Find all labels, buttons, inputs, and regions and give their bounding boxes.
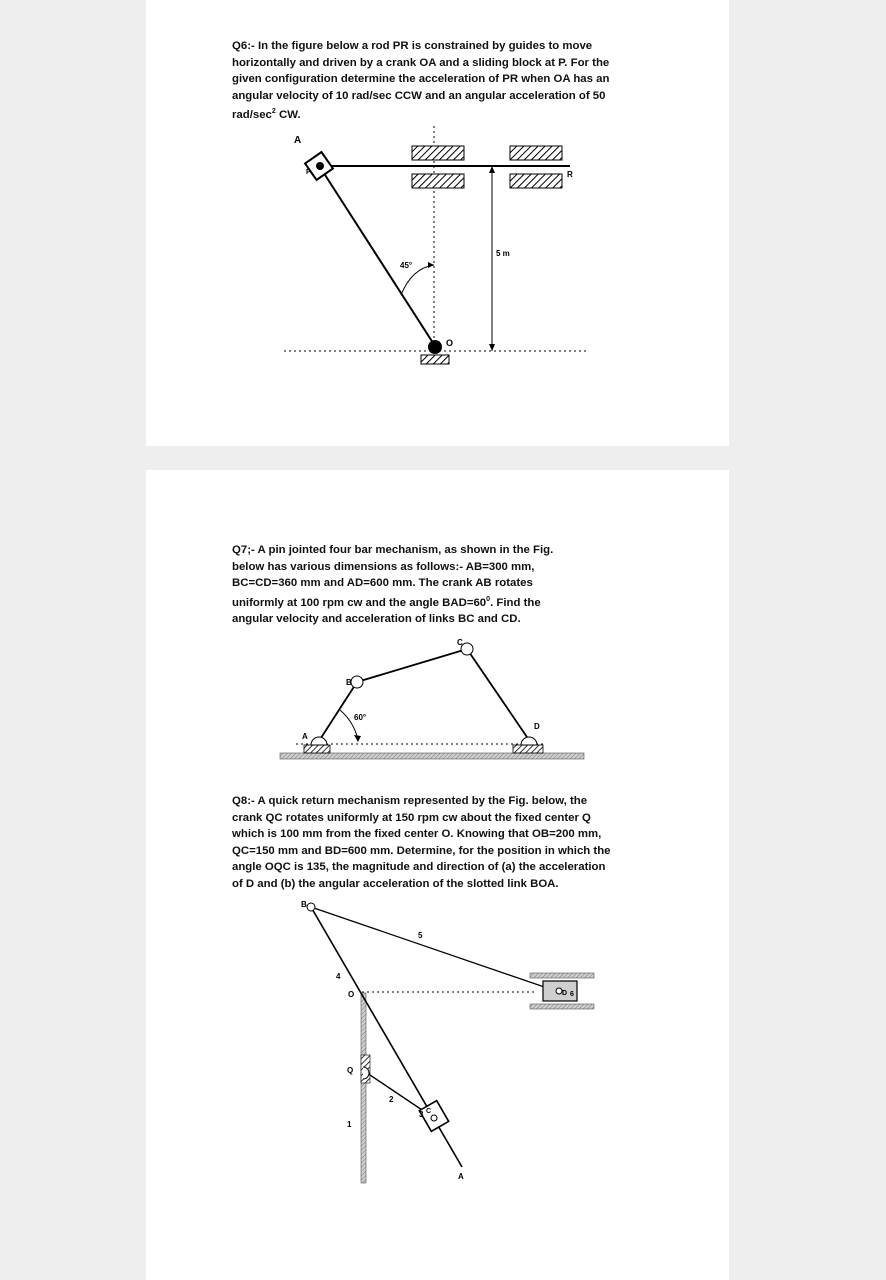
q6-line: Q6:- In the figure below a rod PR is constrained by guides to move bbox=[232, 40, 593, 52]
q8-figure bbox=[301, 900, 594, 1183]
arrow-head bbox=[428, 262, 434, 268]
label-link-5: 5 bbox=[418, 931, 423, 940]
label-o: O bbox=[446, 338, 454, 348]
label-o: O bbox=[348, 990, 355, 999]
q6-line: horizontally and driven by a crank OA and a sliding block at P. For the bbox=[232, 56, 610, 69]
guide-block bbox=[510, 174, 562, 188]
guide-block bbox=[412, 174, 464, 188]
link-bd bbox=[311, 907, 556, 991]
label-a: A bbox=[294, 135, 302, 146]
label-link-2: 2 bbox=[389, 1095, 394, 1104]
link-cd bbox=[467, 649, 529, 740]
q7-line: BC=CD=360 mm and AD=600 mm. The crank AB rotates bbox=[232, 577, 533, 589]
q6-line: rad/$\sec^2$ CW. bbox=[232, 108, 301, 121]
label-r: R bbox=[567, 170, 573, 179]
q7-line: angular velocity and acceleration of links BC and CD. bbox=[232, 612, 521, 625]
guide-block bbox=[412, 146, 464, 160]
q6-line: angular velocity of 10 rad/sec CCW and an angular acceleration of 50 bbox=[232, 89, 606, 102]
q8-line: Q8:- A quick return mechanism represented by the Fig. below, the bbox=[232, 795, 588, 807]
q7-line: below has various dimensions as follows:- AB=300 mm, bbox=[232, 560, 535, 573]
label-link-1: 1 bbox=[347, 1120, 352, 1129]
arrow-head bbox=[489, 166, 495, 173]
q6-figure bbox=[146, 0, 729, 446]
label-link-6: 6 bbox=[570, 991, 574, 998]
document-page-2 bbox=[146, 470, 729, 1280]
label-c: C bbox=[457, 638, 463, 647]
pin-p bbox=[316, 162, 324, 170]
link-bc bbox=[357, 649, 467, 682]
label-angle: 45° bbox=[400, 261, 413, 270]
label-angle: 60° bbox=[354, 713, 367, 722]
guide-bottom bbox=[530, 1004, 594, 1009]
frame-1 bbox=[361, 993, 366, 1183]
document-page-1 bbox=[146, 0, 729, 446]
label-link-4: 4 bbox=[336, 972, 341, 981]
label-link-3: 3 bbox=[419, 1110, 424, 1119]
label-q: Q bbox=[347, 1066, 354, 1075]
label-d: D bbox=[534, 722, 540, 731]
pivot-o bbox=[428, 340, 442, 354]
pin-c bbox=[461, 643, 473, 655]
label-d: D bbox=[562, 990, 568, 997]
ground-bar bbox=[280, 753, 584, 759]
label-c: C bbox=[426, 1108, 432, 1115]
label-a: A bbox=[458, 1172, 464, 1181]
label-p: P bbox=[306, 169, 311, 176]
crank-oa bbox=[318, 164, 435, 346]
q7-figure bbox=[146, 470, 729, 1280]
pin-a bbox=[311, 737, 327, 745]
link-ab bbox=[319, 682, 357, 741]
arrow-head bbox=[354, 735, 361, 742]
q8-line: angle OQC is 135, the magnitude and direction of (a) the acceleration bbox=[232, 861, 606, 873]
support-d bbox=[513, 745, 543, 753]
label-dimension: 5 m bbox=[496, 249, 510, 258]
q7-line: Q7;- A pin jointed four bar mechanism, as shown in the Fig. bbox=[232, 544, 554, 556]
ground-support bbox=[421, 355, 449, 364]
support-a bbox=[304, 745, 330, 753]
pin-d bbox=[521, 737, 537, 745]
label-b: B bbox=[346, 678, 352, 687]
q8-line: crank QC rotates uniformly at 150 rpm cw about the fixed center Q bbox=[232, 811, 591, 824]
arrow-head bbox=[489, 344, 495, 351]
slotted-link-boa bbox=[311, 907, 462, 1167]
q7-line: uniformly at 100 rpm cw and the angle $BAD=60^0$. Find the bbox=[232, 595, 541, 609]
q8-line: which is 100 mm from the fixed center O. Knowing that OB=200 mm, bbox=[232, 828, 602, 840]
pin-b bbox=[307, 903, 315, 911]
pin-b bbox=[351, 676, 363, 688]
q6-line: given configuration determine the acceleration of PR when OA has an bbox=[232, 73, 610, 85]
guide-top bbox=[530, 973, 594, 978]
pin-c bbox=[431, 1115, 437, 1121]
q8-line: QC=150 mm and BD=600 mm. Determine, for the position in which the bbox=[232, 844, 611, 857]
label-a: A bbox=[302, 732, 308, 741]
label-b: B bbox=[301, 900, 307, 909]
guide-block bbox=[510, 146, 562, 160]
q8-line: of D and (b) the angular acceleration of the slotted link BOA. bbox=[232, 877, 559, 890]
